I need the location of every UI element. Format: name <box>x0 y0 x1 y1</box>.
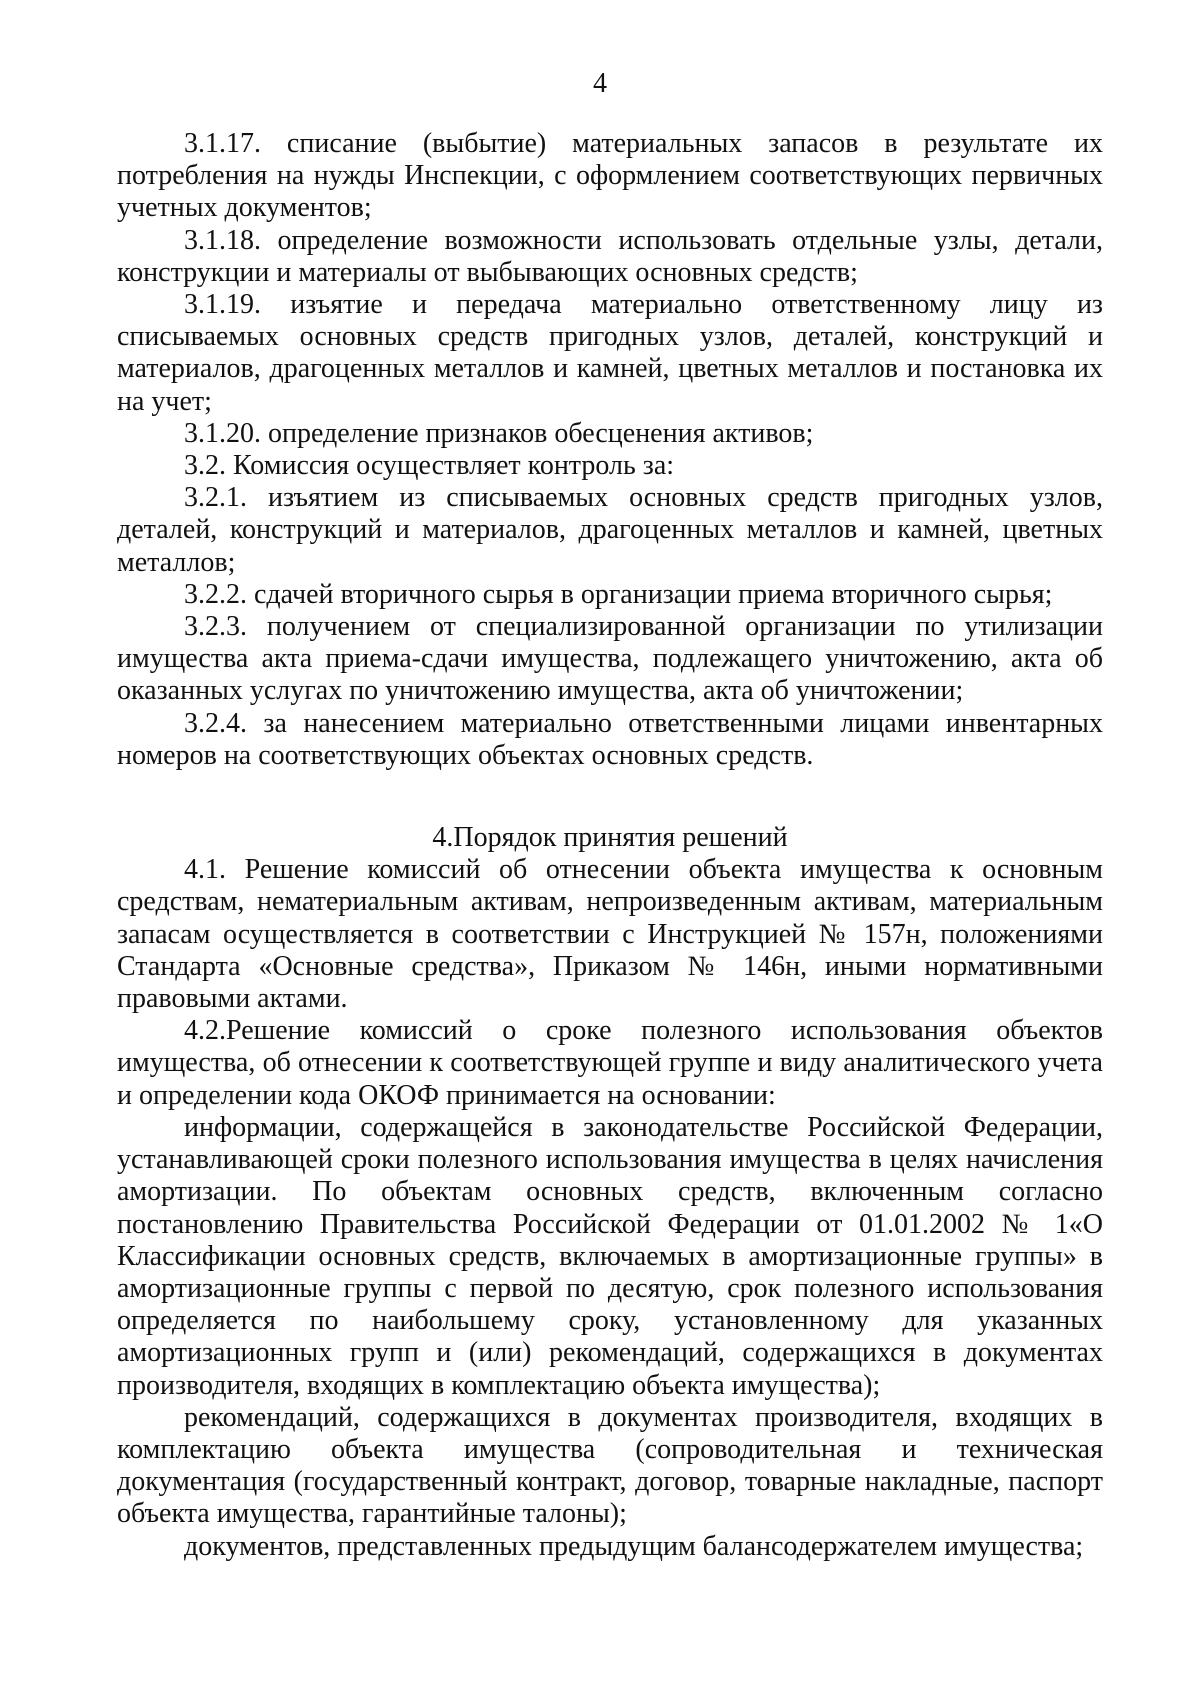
paragraph-information: информации, содержащейся в законодательстве Российской Федерации, устанавливающей сроки полезного использования имущества в целях начисления амортизации. По объектам основных средств, включенным согласно постановлению Правительства Российской Федерации от 01.01.2002 № 1«О Классификации основных средств, включаемых в амортизационные группы» в амортизационные группы с первой по десятую, срок полезного использования определяется по наибольшему сроку, установленному для указанных амортизационных групп и (или) рекомендаций, содержащихся в документах производителя, входящих в комплектацию объекта имущества); <box>117 1111 1103 1401</box>
paragraph-recommendations: рекомендаций, содержащихся в документах производителя, входящих в комплектацию объекта имущества (сопроводительная и техническая документация (государственный контракт, договор, товарные накладные, паспорт объекта имущества, гарантийные талоны); <box>117 1401 1103 1530</box>
paragraph-3-1-20: 3.1.20. определение признаков обесценения активов; <box>184 417 814 449</box>
document-body <box>117 128 1103 1563</box>
paragraph-3-2-2: 3.2.2. сдачей вторичного сырья в организации приема вторичного сырья; <box>184 578 1053 610</box>
paragraph-3-1-18: 3.1.18. определение возможности использовать отдельные узлы, детали, конструкции и материалы от выбывающих основных средств; <box>117 224 1103 288</box>
paragraph-3-1-19: 3.1.19. изъятие и передача материально ответственному лицу из списываемых основных средств пригодных узлов, деталей, конструкций и материалов, драгоценных металлов и камней, цветных металлов и постановка их на учет; <box>117 289 1103 417</box>
paragraph-3-1-17: 3.1.17. списание (выбытие) материальных запасов в результате их потребления на нужды Инспекции, с оформлением соответствующих первичных учетных документов; <box>117 128 1103 224</box>
paragraph-3-2-3: 3.2.3. получением от специализированной организации по утилизации имущества акта приема-сдачи имущества, подлежащего уничтожению, акта об оказанных услугах по уничтожению имущества, акта об уничтожении; <box>117 611 1103 707</box>
paragraph-3-2-1: 3.2.1. изъятием из списываемых основных средств пригодных узлов, деталей, конструкций и материалов, драгоценных металлов и камней, цветных металлов; <box>117 482 1103 578</box>
section-heading: 4.Порядок принятия решений <box>432 822 788 854</box>
paragraph-3-2-4: 3.2.4. за нанесением материально ответственными лицами инвентарных номеров на соответствующих объектах основных средств. <box>117 707 1103 771</box>
paragraph-3-2: 3.2. Комиссия осуществляет контроль за: <box>184 450 675 482</box>
paragraph-4-1: 4.1. Решение комиссий об отнесении объекта имущества к основным средствам, нематериальным активам, непроизведенным активам, материальным запасам осуществляется в соответствии с Инструкцией № 157н, положениями Стандарта «Основные средства», Приказом № 146н, иными нормативными правовыми актами. <box>117 854 1103 1015</box>
page-number: 4 <box>593 68 607 99</box>
paragraph-documents: документов, представленных предыдущим балансодержателем имущества; <box>184 1530 1084 1562</box>
paragraph-4-2: 4.2.Решение комиссий о сроке полезного использования объектов имущества, об отнесении к соответствующей группе и виду аналитического учета и определении кода ОКОФ принимается на основании: <box>117 1015 1103 1111</box>
